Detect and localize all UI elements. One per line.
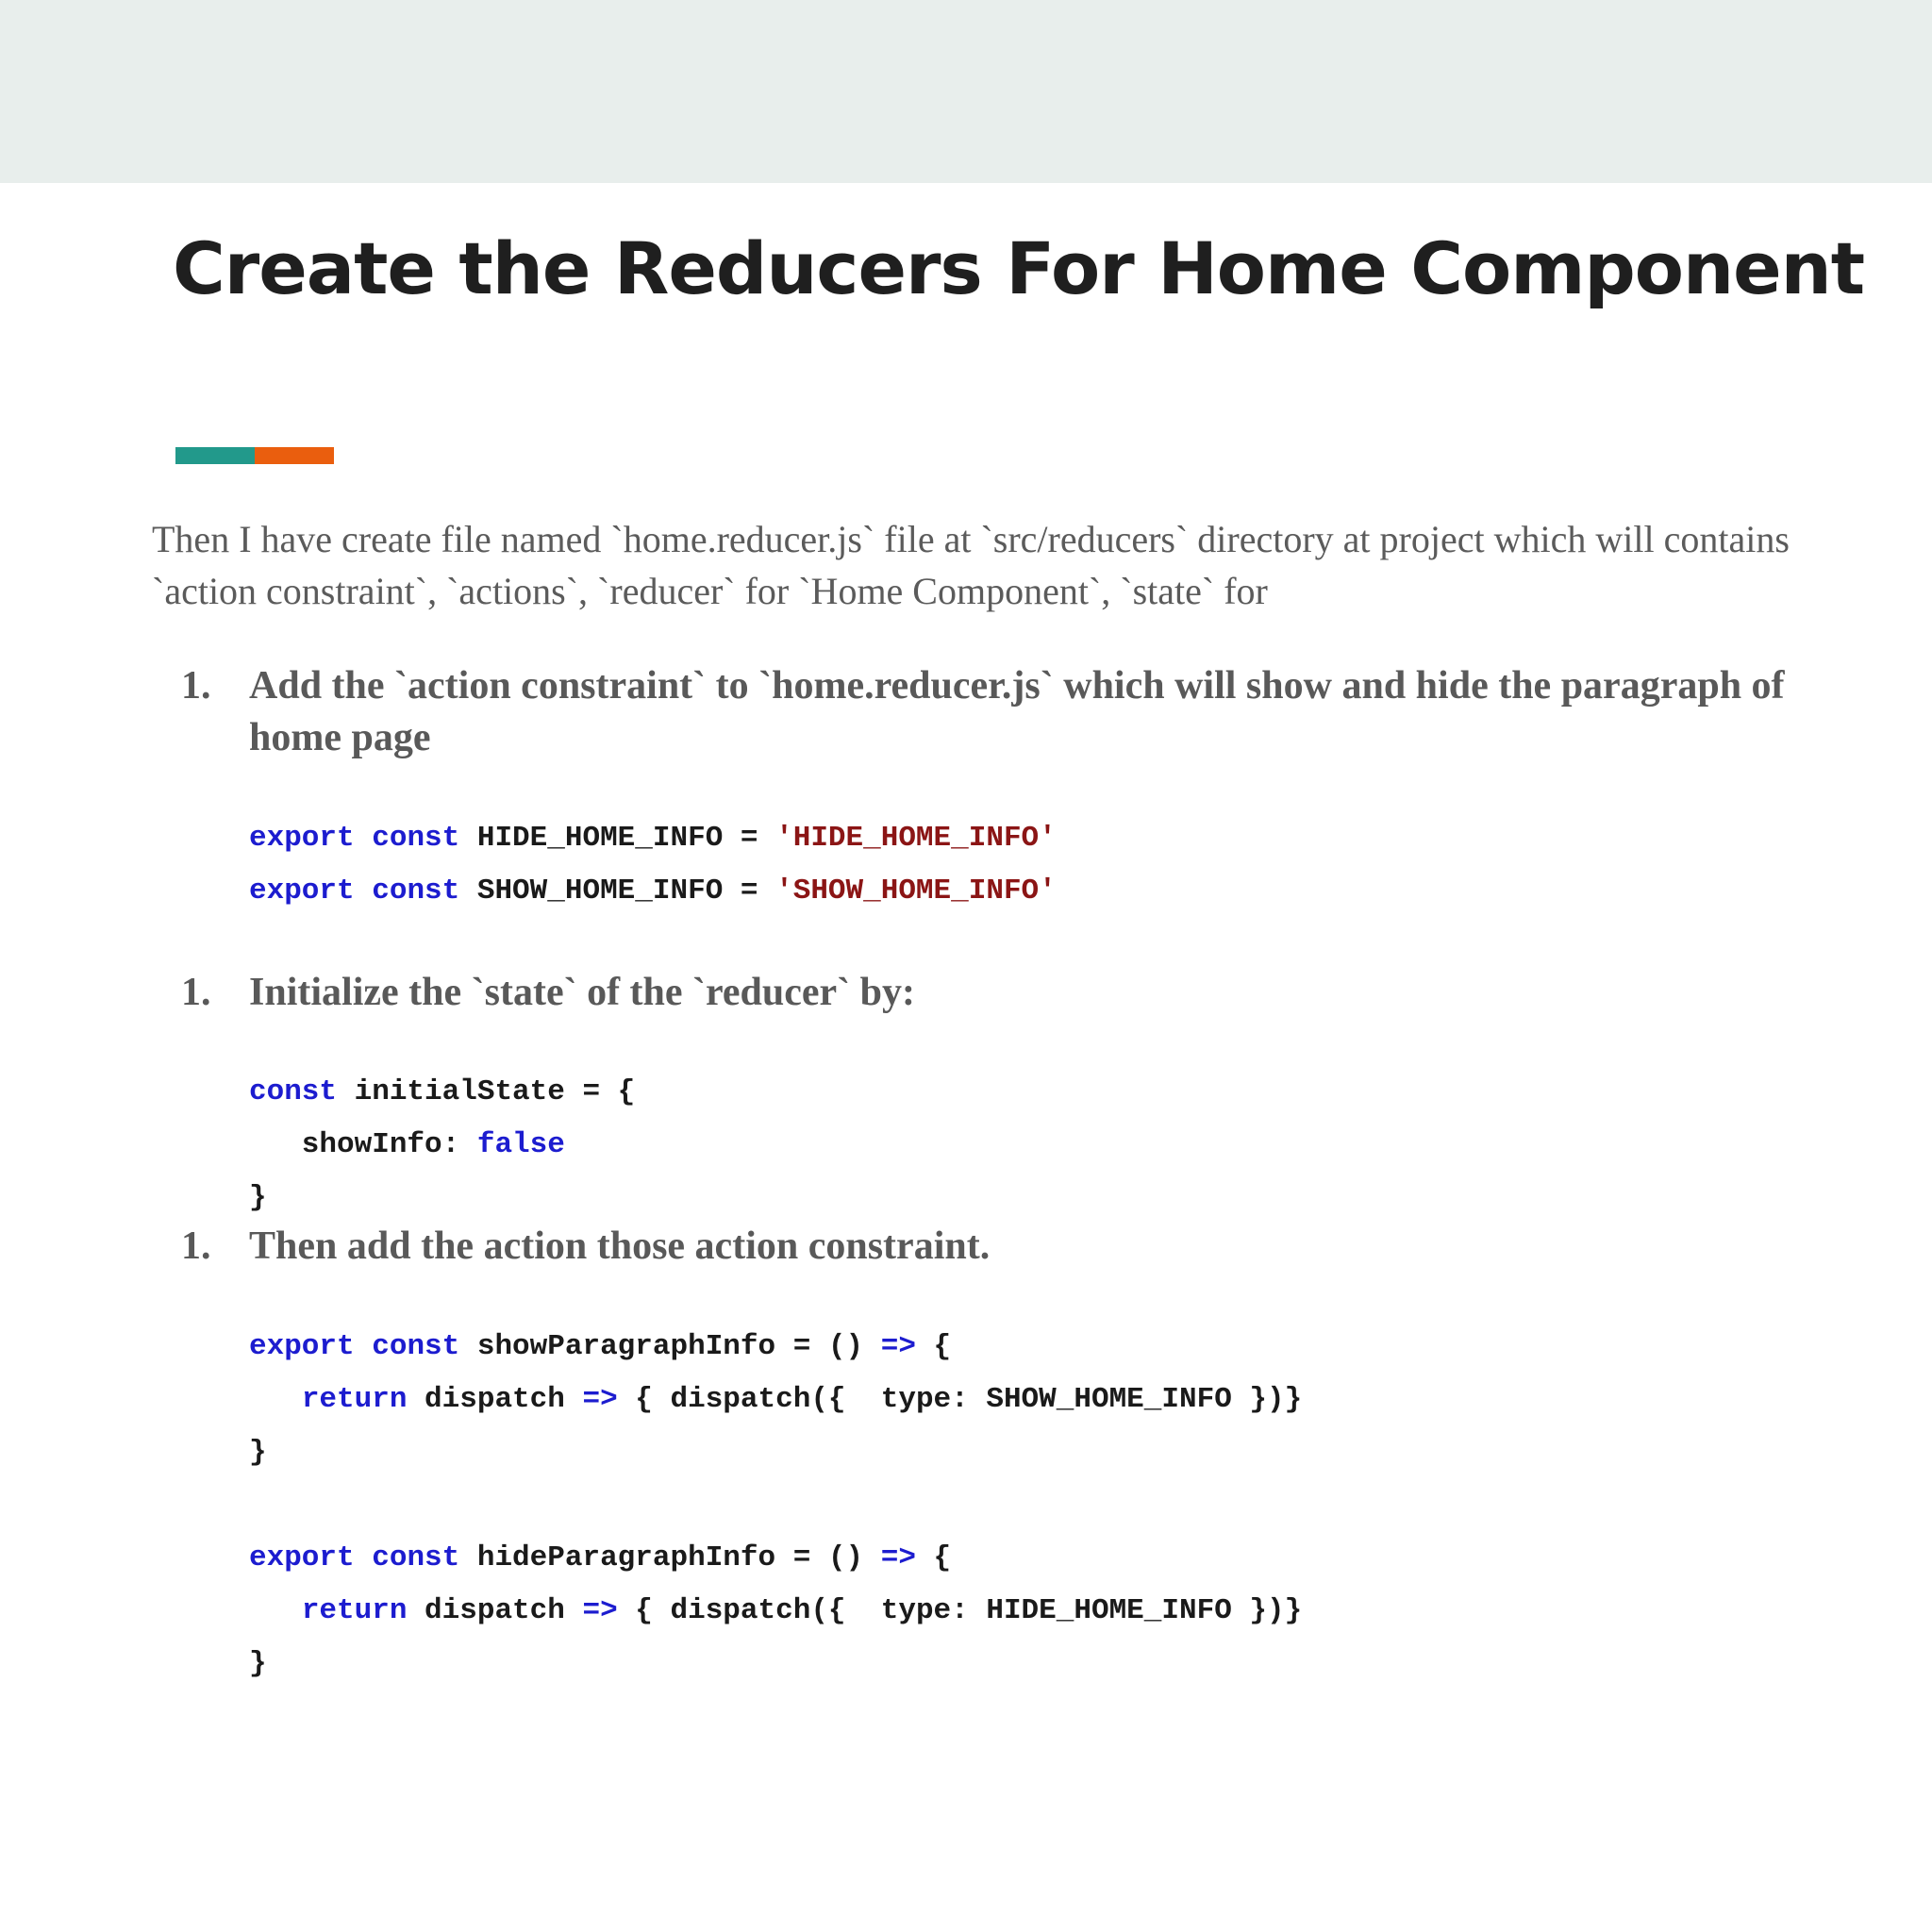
code-line [249,1374,1302,1426]
code-text: dispatch [407,1383,583,1416]
code-string: 'HIDE_HOME_INFO' [775,822,1057,855]
code-keyword: export [249,822,355,855]
code-keyword: => [582,1383,618,1416]
code-line [249,1479,1302,1532]
step-1 [181,660,1785,764]
step-3 [181,1221,1785,1273]
code-line [249,865,1057,918]
code-text [355,822,373,855]
code-text [249,1383,302,1416]
code-text: { dispatch({ type: SHOW_HOME_INFO })} [617,1383,1303,1416]
code-keyword: false [476,1128,565,1161]
code-line [249,1585,1302,1638]
code-text: } [249,1436,267,1469]
code-keyword: const [372,1541,460,1574]
code-line [249,812,1057,865]
code-text: { [915,1330,952,1363]
step-number: 1. [181,971,211,1014]
code-text: showParagraphInfo = () [459,1330,881,1363]
code-text: showInfo: [249,1128,477,1161]
step-text: Initialize the `state` of the `reducer` by: [249,971,916,1014]
step-text: Then add the action those action constraint. [249,1224,991,1268]
step-2 [181,967,1785,1019]
code-text [355,1541,373,1574]
code-text: SHOW_HOME_INFO = [459,874,776,908]
code-line [249,1119,635,1172]
code-text: } [249,1647,267,1680]
code-keyword: export [249,1330,355,1363]
code-keyword: => [880,1541,916,1574]
code-line [249,1426,1302,1479]
code-keyword: => [582,1594,618,1627]
code-keyword: const [372,822,460,855]
header-band [0,0,1932,183]
step-text: Add the `action constraint` to `home.reducer.js` which will show and hide the paragraph of home page [249,664,1785,759]
code-line [249,1532,1302,1585]
code-block-initial-state [249,1066,635,1224]
code-line [249,1066,635,1119]
code-text: initialState = { [337,1075,636,1108]
code-line [249,1321,1302,1374]
code-text: dispatch [407,1594,583,1627]
code-keyword: => [880,1330,916,1363]
code-text [355,1330,373,1363]
accent-bar-teal [175,447,255,464]
code-text: hideParagraphInfo = () [459,1541,881,1574]
code-keyword: const [372,1330,460,1363]
code-keyword: export [249,1541,355,1574]
code-keyword: export [249,874,355,908]
accent-bar-orange [255,447,334,464]
code-keyword: return [301,1383,408,1416]
code-block-action-constants [249,812,1057,918]
code-text [355,874,373,908]
code-text: } [249,1181,267,1214]
code-text: { [915,1541,952,1574]
code-text [249,1594,302,1627]
code-line [249,1638,1302,1690]
page-title: Create the Reducers For Home Component [173,226,1865,310]
code-line [249,1172,635,1224]
code-keyword: return [301,1594,408,1627]
code-string: 'SHOW_HOME_INFO' [775,874,1057,908]
intro-paragraph: Then I have create file named `home.reducer.js` file at `src/reducers` directory at project which will contains `action constraint`, `actions`, `reducer` for `Home Component`, `state` for [152,518,1790,612]
code-text: { dispatch({ type: HIDE_HOME_INFO })} [617,1594,1303,1627]
code-block-actions [249,1321,1302,1690]
code-keyword: const [372,874,460,908]
code-text: HIDE_HOME_INFO = [459,822,776,855]
code-keyword: const [249,1075,338,1108]
step-number: 1. [181,1224,211,1268]
step-number: 1. [181,664,211,708]
